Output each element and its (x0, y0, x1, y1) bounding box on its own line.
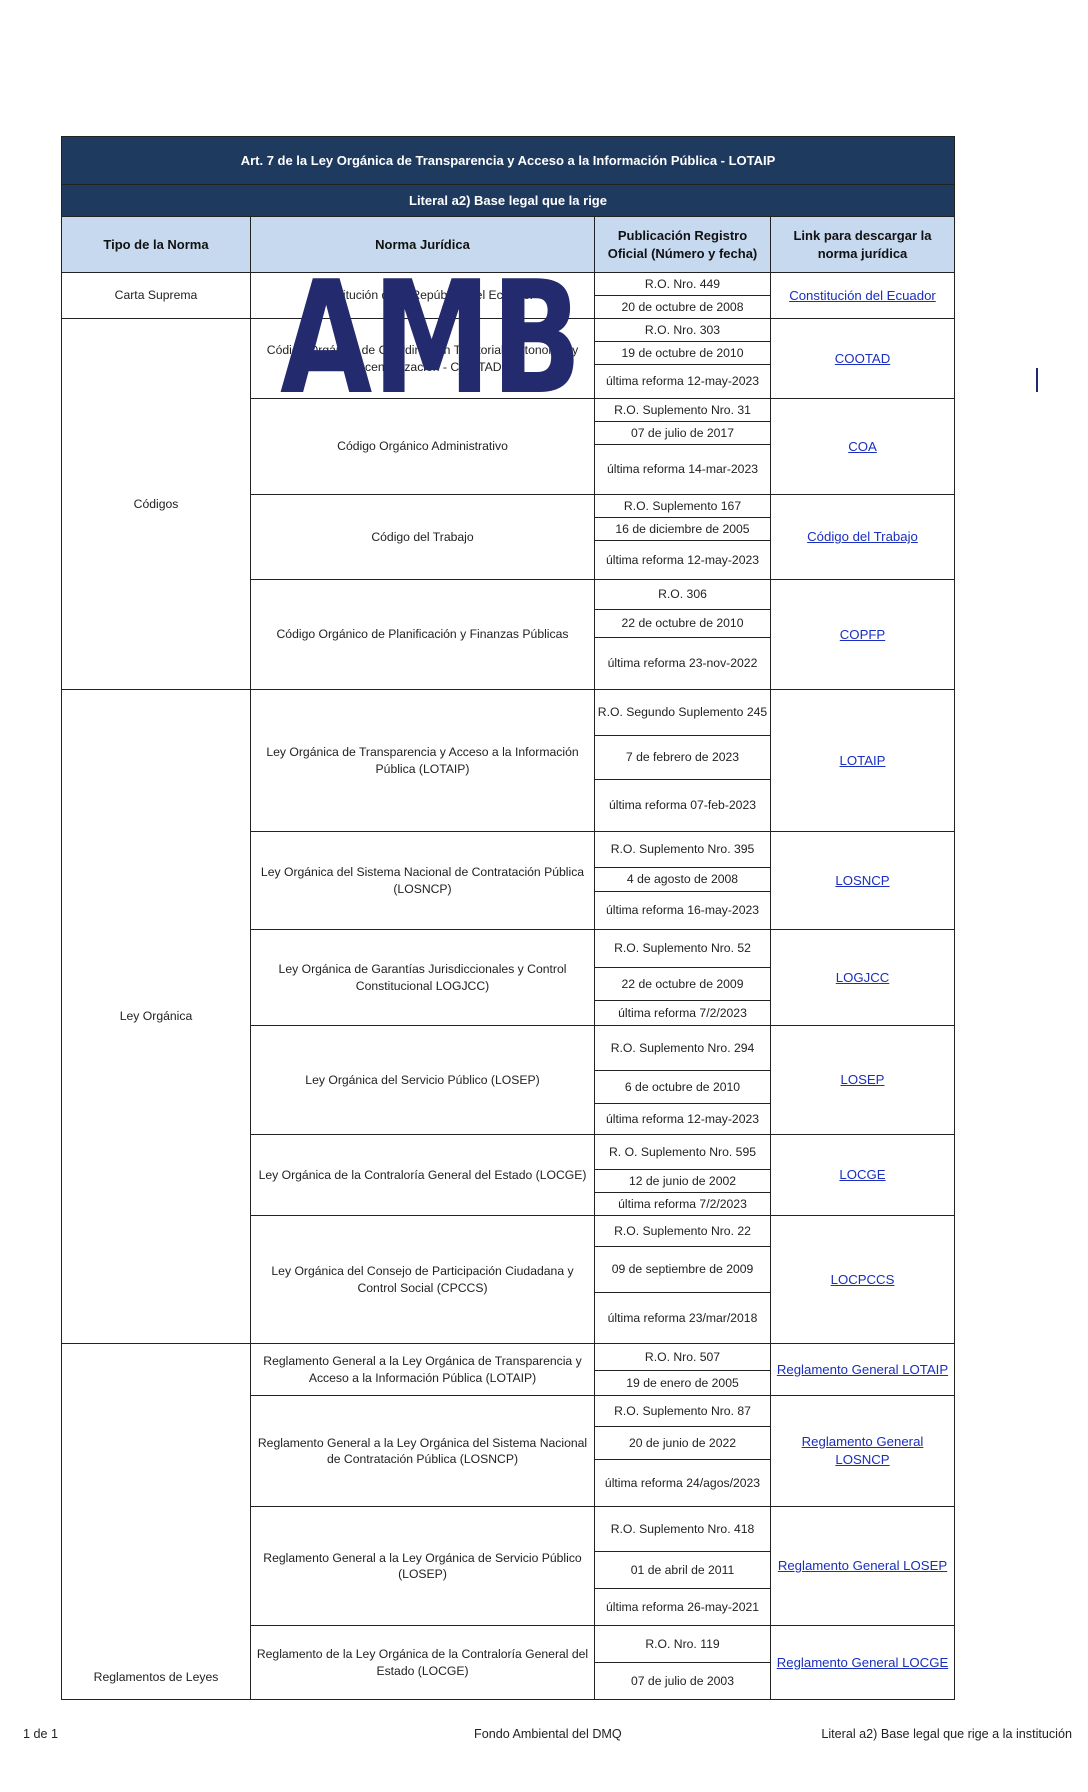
footer-organization: Fondo Ambiental del DMQ (474, 1727, 622, 1741)
pub-cell: R.O. Suplemento Nro. 31 (595, 399, 771, 422)
margin-marker (1036, 368, 1038, 392)
pub-cell: 20 de junio de 2022 (595, 1427, 771, 1460)
pub-cell: 19 de enero de 2005 (595, 1371, 771, 1396)
norma-cell: Ley Orgánica del Sistema Nacional de Contratación Pública (LOSNCP) (251, 832, 595, 930)
pub-cell: última reforma 24/agos/2023 (595, 1460, 771, 1507)
pub-cell: R.O. Suplemento Nro. 52 (595, 930, 771, 968)
pub-cell: 22 de octubre de 2010 (595, 610, 771, 638)
download-link[interactable]: Reglamento General LOCGE (771, 1626, 955, 1700)
download-link[interactable]: LOCGE (771, 1135, 955, 1216)
download-link[interactable]: Reglamento General LOTAIP (771, 1344, 955, 1396)
table-row (62, 319, 955, 342)
pub-cell: 20 de octubre de 2008 (595, 296, 771, 319)
pub-cell: 01 de abril de 2011 (595, 1552, 771, 1589)
pub-cell: 07 de julio de 2017 (595, 422, 771, 445)
group-label: Ley Orgánica (62, 690, 251, 1344)
download-link[interactable]: LOGJCC (771, 930, 955, 1026)
column-header-row (62, 217, 955, 273)
column-header-tipo: Tipo de la Norma (62, 217, 251, 273)
pub-cell: 07 de julio de 2003 (595, 1663, 771, 1700)
pub-cell: última reforma 7/2/2023 (595, 1001, 771, 1026)
page-footer (0, 1727, 1088, 1751)
pub-cell: R.O. 306 (595, 580, 771, 610)
norma-cell: Código Orgánico Administrativo (251, 399, 595, 495)
base-legal-table (61, 136, 955, 1700)
download-link[interactable]: LOSNCP (771, 832, 955, 930)
pub-cell: 16 de diciembre de 2005 (595, 518, 771, 541)
norma-cell: Código del Trabajo (251, 495, 595, 580)
pub-cell: última reforma 16-may-2023 (595, 892, 771, 930)
download-link[interactable]: COPFP (771, 580, 955, 690)
pub-cell: R.O. Suplemento Nro. 395 (595, 832, 771, 868)
pub-cell: R.O. Suplemento Nro. 87 (595, 1396, 771, 1427)
norma-cell: Reglamento General a la Ley Orgánica del Sistema Nacional de Contratación Pública (LOSNCP) (251, 1396, 595, 1507)
table-subtitle-row (62, 185, 955, 217)
norma-cell: Ley Orgánica de la Contraloría General del Estado (LOCGE) (251, 1135, 595, 1216)
group-label: Códigos (62, 319, 251, 690)
pub-cell: última reforma 23-nov-2022 (595, 638, 771, 690)
pub-cell: 6 de octubre de 2010 (595, 1071, 771, 1104)
pub-cell: última reforma 23/mar/2018 (595, 1293, 771, 1344)
norma-cell: Código Orgánico de Planificación y Finanzas Públicas (251, 580, 595, 690)
pub-cell: 12 de junio de 2002 (595, 1170, 771, 1193)
pub-cell: R.O. Suplemento Nro. 418 (595, 1507, 771, 1552)
download-link[interactable]: LOCPCCS (771, 1216, 955, 1344)
download-link[interactable]: LOSEP (771, 1026, 955, 1135)
footer-literal: Literal a2) Base legal que rige a la institución (821, 1727, 1072, 1741)
pub-cell: 09 de septiembre de 2009 (595, 1247, 771, 1293)
pub-cell: 19 de octubre de 2010 (595, 342, 771, 365)
download-link[interactable]: Reglamento General LOSNCP (771, 1396, 955, 1507)
pub-cell: R.O. Suplemento 167 (595, 495, 771, 518)
column-header-publicacion: Publicación Registro Oficial (Número y fecha) (595, 217, 771, 273)
norma-cell: Ley Orgánica del Servicio Público (LOSEP) (251, 1026, 595, 1135)
pub-cell: última reforma 07-feb-2023 (595, 780, 771, 832)
download-link[interactable]: COOTAD (771, 319, 955, 399)
column-header-norma: Norma Jurídica (251, 217, 595, 273)
table-row (62, 1344, 955, 1371)
pub-cell: 22 de octubre de 2009 (595, 968, 771, 1001)
pub-cell: R.O. Nro. 507 (595, 1344, 771, 1371)
pub-cell: última reforma 14-mar-2023 (595, 445, 771, 495)
norma-cell: Ley Orgánica del Consejo de Participación Ciudadana y Control Social (CPCCS) (251, 1216, 595, 1344)
pub-cell: última reforma 26-may-2021 (595, 1589, 771, 1626)
download-link[interactable]: Código del Trabajo (771, 495, 955, 580)
pub-cell: última reforma 12-may-2023 (595, 541, 771, 580)
download-link[interactable]: COA (771, 399, 955, 495)
pub-cell: R.O. Segundo Suplemento 245 (595, 690, 771, 736)
pub-cell: última reforma 12-may-2023 (595, 1104, 771, 1135)
page-number: 1 de 1 (23, 1727, 59, 1741)
pub-cell: 4 de agosto de 2008 (595, 868, 771, 892)
pub-cell: 7 de febrero de 2023 (595, 736, 771, 780)
table-row (62, 273, 955, 296)
pub-cell: R.O. Suplemento Nro. 294 (595, 1026, 771, 1071)
amb-logo-text: AMB (280, 274, 582, 398)
pub-cell: R.O. Nro. 119 (595, 1626, 771, 1663)
download-link[interactable]: Reglamento General LOSEP (771, 1507, 955, 1626)
pub-cell: R. O. Suplemento Nro. 595 (595, 1135, 771, 1170)
download-link[interactable]: Constitución del Ecuador (771, 273, 955, 319)
column-header-link: Link para descargar la norma jurídica (771, 217, 955, 273)
norma-cell: Reglamento General a la Ley Orgánica de Servicio Público (LOSEP) (251, 1507, 595, 1626)
table-row (62, 690, 955, 736)
download-link[interactable]: LOTAIP (771, 690, 955, 832)
norma-cell: Constitución de la República del Ecuador (251, 273, 595, 319)
pub-cell: R.O. Nro. 449 (595, 273, 771, 296)
pub-cell: última reforma 7/2/2023 (595, 1193, 771, 1216)
norma-cell: Código Orgánico de Coordinación Territorial, Autonomía y Descentralización - COOTAD (251, 319, 595, 399)
table-title: Art. 7 de la Ley Orgánica de Transparencia y Acceso a la Información Pública - LOTAIP (62, 137, 955, 185)
norma-cell: Ley Orgánica de Transparencia y Acceso a la Información Pública (LOTAIP) (251, 690, 595, 832)
norma-cell: Reglamento de la Ley Orgánica de la Contraloría General del Estado (LOCGE) (251, 1626, 595, 1700)
table-title-row (62, 137, 955, 185)
pub-cell: última reforma 12-may-2023 (595, 365, 771, 399)
norma-cell: Reglamento General a la Ley Orgánica de Transparencia y Acceso a la Información Pública (LOTAIP) (251, 1344, 595, 1396)
group-label: Reglamentos de Leyes (62, 1344, 251, 1700)
pub-cell: R.O. Nro. 303 (595, 319, 771, 342)
norma-cell: Ley Orgánica de Garantías Jurisdiccionales y Control Constitucional LOGJCC) (251, 930, 595, 1026)
group-label: Carta Suprema (62, 273, 251, 319)
document-sheet (61, 136, 954, 1700)
table-subtitle: Literal a2) Base legal que la rige (62, 185, 955, 217)
pub-cell: R.O. Suplemento Nro. 22 (595, 1216, 771, 1247)
